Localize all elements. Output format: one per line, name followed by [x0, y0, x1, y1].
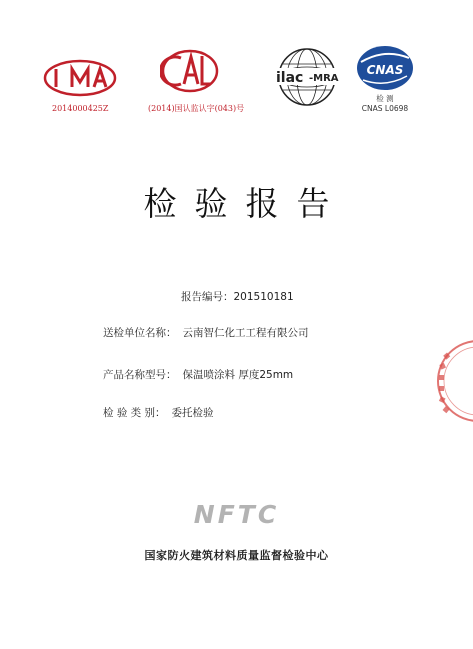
svg-text:CNAS: CNAS: [366, 63, 404, 77]
nftc-brand: NFTC: [193, 500, 280, 529]
ilac-mra-logo-icon: [271, 46, 343, 108]
svg-text:-MRA: -MRA: [309, 73, 339, 84]
client-label: 送检单位名称：: [103, 327, 177, 339]
page-title: 检验报告: [143, 184, 348, 223]
inspection-type-value: 委托检验: [171, 407, 214, 419]
inspection-type-row: [103, 405, 214, 420]
product-value: 保温喷涂料 厚度25mm: [182, 369, 294, 381]
client-value: 云南智仁化工工程有限公司: [182, 327, 309, 339]
seal-stamp-icon: [430, 336, 473, 426]
svg-text:ilac: ilac: [276, 70, 304, 86]
cma-logo-icon: [42, 58, 118, 98]
inspection-type-label: 检 验 类 别：: [103, 407, 166, 419]
report-number-row: [181, 289, 294, 304]
client-row: [103, 325, 309, 340]
cnas-caption-line1: 检 测: [376, 94, 394, 103]
report-number-value: 201510181: [233, 291, 294, 303]
cal-caption: (2014)国认监认字(043)号: [148, 104, 245, 113]
cnas-logo-icon: [355, 44, 415, 92]
issuer-name: 国家防火建筑材料质量监督检验中心: [144, 549, 329, 562]
cnas-caption-line2: CNAS L0698: [361, 104, 409, 113]
product-row: [103, 367, 293, 382]
cma-caption: 2014000425Z: [52, 104, 109, 113]
cnas-caption: [352, 94, 418, 114]
product-label: 产品名称型号：: [103, 369, 177, 381]
report-number-label: 报告编号：: [181, 291, 234, 303]
cal-logo-icon: [160, 48, 220, 94]
